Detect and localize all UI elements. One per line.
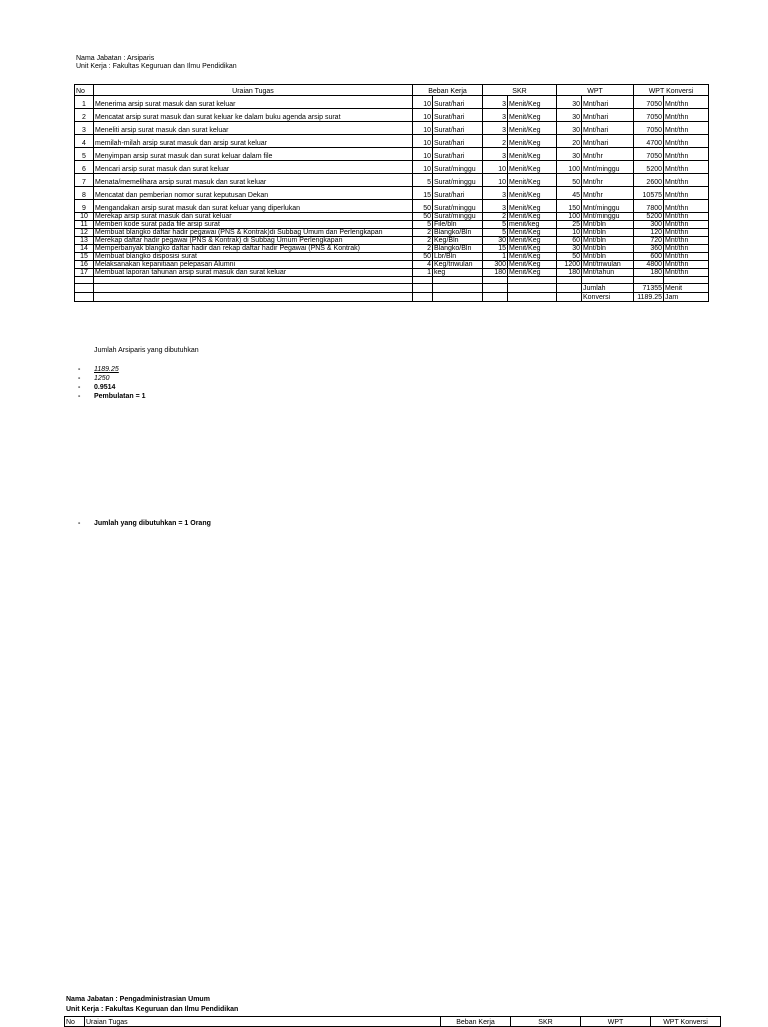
cell-no: 15 (75, 253, 94, 261)
cell-wpt-u: Mnt/hari (582, 122, 634, 135)
cell-beban-n: 1 (413, 269, 433, 277)
cell-konv-u: Mnt/thn (664, 269, 709, 277)
workload-table-2 (64, 1016, 721, 1027)
cell-uraian: Meneliti arsip surat masuk dan surat keluar (94, 122, 413, 135)
jumlah-label: Jumlah (582, 284, 634, 293)
cell-beban-u: Surat/hari (433, 109, 483, 122)
cell-skr-u: Menit/Keg (508, 122, 557, 135)
cell-beban-u: File/bln (433, 221, 483, 229)
cell-skr-u: Menit/Keg (508, 174, 557, 187)
cell-skr-u: menit/keg (508, 221, 557, 229)
cell-skr-n: 10 (483, 161, 508, 174)
cell-beban-n: 2 (413, 245, 433, 253)
cell-skr-n: 300 (483, 261, 508, 269)
cell-wpt-u: Mnt/hr (582, 148, 634, 161)
konversi-unit: Jam (664, 293, 709, 302)
cell-wpt-n: 30 (557, 109, 582, 122)
cell-konv-n: 360 (634, 245, 664, 253)
cell-skr-u: Menit/Keg (508, 161, 557, 174)
cell-konv-u: Mnt/thn (664, 109, 709, 122)
table-row (75, 109, 709, 122)
cell-beban-u: Surat/minggu (433, 213, 483, 221)
cell-skr-n: 3 (483, 96, 508, 109)
cell-skr-n: 5 (483, 229, 508, 237)
cell-uraian: Menyimpan arsip surat masuk dan surat keluar dalam file (94, 148, 413, 161)
cell-uraian: Mencari arsip surat masuk dan surat keluar (94, 161, 413, 174)
cell-wpt-n: 60 (557, 237, 582, 245)
cell-konv-u: Mnt/thn (664, 245, 709, 253)
cell-konv-n: 7800 (634, 200, 664, 213)
cell-konv-u: Mnt/thn (664, 213, 709, 221)
cell-konv-n: 7050 (634, 122, 664, 135)
table-header-row (75, 85, 709, 96)
cell-no: 12 (75, 229, 94, 237)
cell-wpt-u: Mnt/tahun (582, 269, 634, 277)
cell-beban-u: Keg/triwulan (433, 261, 483, 269)
cell-no: 13 (75, 237, 94, 245)
cell-konv-u: Mnt/thn (664, 237, 709, 245)
cell-skr-u: Menit/Keg (508, 229, 557, 237)
cell-konv-n: 720 (634, 237, 664, 245)
cell-skr-n: 3 (483, 109, 508, 122)
calc-ratio: - 0.9514 (78, 384, 116, 391)
cell-skr-n: 2 (483, 213, 508, 221)
cell-skr-n: 15 (483, 245, 508, 253)
calc-numerator: - 1189.25 (78, 366, 119, 373)
header-beban: Beban Kerja (413, 85, 483, 96)
cell-wpt-n: 100 (557, 161, 582, 174)
table-row (75, 187, 709, 200)
konversi-value: 1189.25 (634, 293, 664, 302)
cell-no: 6 (75, 161, 94, 174)
cell-no: 11 (75, 221, 94, 229)
cell-no: 9 (75, 200, 94, 213)
cell-skr-u: Menit/Keg (508, 96, 557, 109)
cell-konv-n: 10575 (634, 187, 664, 200)
cell-no: 16 (75, 261, 94, 269)
cell-skr-n: 3 (483, 187, 508, 200)
cell-beban-u: Surat/minggu (433, 200, 483, 213)
dash-icon: - (78, 375, 81, 382)
cell-skr-n: 1 (483, 253, 508, 261)
cell-beban-n: 10 (413, 122, 433, 135)
cell-skr-n: 180 (483, 269, 508, 277)
job-title: Nama Jabatan : Arsiparis (76, 55, 155, 62)
cell-no: 10 (75, 213, 94, 221)
table-row (75, 174, 709, 187)
cell-beban-n: 10 (413, 161, 433, 174)
table-row (75, 122, 709, 135)
cell-uraian: Mencatat arsip surat masuk dan surat keluar ke dalam buku agenda arsip surat (94, 109, 413, 122)
cell-wpt-u: Mnt/triwulan (582, 261, 634, 269)
cell-no: 5 (75, 148, 94, 161)
cell-skr-n: 3 (483, 200, 508, 213)
cell-beban-n: 50 (413, 200, 433, 213)
cell-konv-n: 5200 (634, 213, 664, 221)
table-row (75, 135, 709, 148)
cell-wpt-n: 30 (557, 96, 582, 109)
jumlah-value: 71355 (634, 284, 664, 293)
cell-wpt-n: 50 (557, 174, 582, 187)
cell-beban-n: 2 (413, 229, 433, 237)
cell-beban-n: 50 (413, 253, 433, 261)
cell-no: 8 (75, 187, 94, 200)
cell-wpt-u: Mnt/hr (582, 174, 634, 187)
cell-wpt-n: 150 (557, 200, 582, 213)
work-unit-2: Unit Kerja : Fakultas Keguruan dan Ilmu Pendidikan (66, 1006, 239, 1013)
job-title-2: Nama Jabatan : Pengadministrasian Umum (66, 996, 210, 1003)
conclusion-list (78, 519, 211, 528)
cell-konv-n: 600 (634, 253, 664, 261)
cell-wpt-n: 50 (557, 253, 582, 261)
cell-skr-n: 3 (483, 122, 508, 135)
konversi-label: Konversi (582, 293, 634, 302)
cell-wpt-u: Mnt/bln (582, 229, 634, 237)
cell-wpt-u: Mnt/minggu (582, 161, 634, 174)
cell-no: 4 (75, 135, 94, 148)
cell-konv-n: 180 (634, 269, 664, 277)
cell-konv-n: 7050 (634, 96, 664, 109)
cell-uraian: Melaksanakan kepanitiaan pelepasan Alumni (94, 261, 413, 269)
cell-konv-u: Mnt/thn (664, 221, 709, 229)
cell-skr-u: Menit/Keg (508, 269, 557, 277)
cell-beban-u: Surat/hari (433, 122, 483, 135)
header-uraian: Uraian Tugas (94, 85, 413, 96)
cell-wpt-u: Mnt/bln (582, 253, 634, 261)
empty-row (75, 277, 709, 284)
total-row-jumlah (75, 284, 709, 293)
cell-konv-u: Mnt/thn (664, 200, 709, 213)
cell-beban-n: 5 (413, 221, 433, 229)
table-row (75, 269, 709, 277)
workload-table (74, 84, 709, 302)
cell-beban-u: keg (433, 269, 483, 277)
cell-uraian: Memperbanyak blangko daftar hadir dan rekap daftar hadir Pegawai (PNS & Kontrak) (94, 245, 413, 253)
cell-konv-u: Mnt/thn (664, 96, 709, 109)
cell-beban-u: Lbr/Bln (433, 253, 483, 261)
needed-title: Jumlah Arsiparis yang dibutuhkan (94, 347, 199, 354)
cell-beban-n: 4 (413, 261, 433, 269)
cell-beban-n: 10 (413, 109, 433, 122)
cell-skr-u: Menit/Keg (508, 245, 557, 253)
table-row (75, 200, 709, 213)
cell-beban-u: Surat/hari (433, 96, 483, 109)
cell-konv-u: Mnt/thn (664, 187, 709, 200)
cell-wpt-u: Mnt/minggu (582, 213, 634, 221)
cell-beban-u: Blangko/Bln (433, 245, 483, 253)
cell-no: 2 (75, 109, 94, 122)
cell-konv-n: 120 (634, 229, 664, 237)
cell-wpt-n: 100 (557, 213, 582, 221)
cell-uraian: Merekap arsip surat masuk dan surat keluar (94, 213, 413, 221)
header-konversi-2: WPT Konversi (651, 1017, 721, 1027)
header-skr-2: SKR (511, 1017, 581, 1027)
cell-wpt-u: Mnt/hr (582, 187, 634, 200)
cell-wpt-n: 180 (557, 269, 582, 277)
cell-skr-u: Menit/Keg (508, 200, 557, 213)
cell-skr-u: Menit/Keg (508, 187, 557, 200)
cell-beban-u: Keg/Bln (433, 237, 483, 245)
table-row (75, 161, 709, 174)
cell-skr-u: Menit/Keg (508, 109, 557, 122)
cell-konv-u: Mnt/thn (664, 135, 709, 148)
cell-wpt-u: Mnt/bln (582, 237, 634, 245)
cell-no: 3 (75, 122, 94, 135)
cell-beban-n: 15 (413, 187, 433, 200)
table-header-row-2 (65, 1017, 721, 1027)
cell-wpt-u: Mnt/hari (582, 109, 634, 122)
cell-beban-u: Blangko/Bln (433, 229, 483, 237)
cell-wpt-n: 30 (557, 245, 582, 253)
cell-skr-n: 30 (483, 237, 508, 245)
header-konversi: WPT Konversi (634, 85, 709, 96)
cell-uraian: Membuat laporan tahunan arsip surat masuk dan surat keluar (94, 269, 413, 277)
cell-beban-u: Surat/hari (433, 135, 483, 148)
header-wpt-2: WPT (581, 1017, 651, 1027)
cell-skr-u: Menit/Keg (508, 261, 557, 269)
cell-skr-n: 3 (483, 148, 508, 161)
cell-konv-u: Mnt/thn (664, 261, 709, 269)
cell-wpt-u: Mnt/hari (582, 96, 634, 109)
cell-beban-n: 10 (413, 148, 433, 161)
cell-wpt-u: Mnt/hari (582, 135, 634, 148)
table-row (75, 245, 709, 253)
cell-skr-n: 5 (483, 221, 508, 229)
cell-wpt-u: Mnt/bln (582, 221, 634, 229)
cell-beban-n: 10 (413, 135, 433, 148)
cell-konv-u: Mnt/thn (664, 253, 709, 261)
cell-beban-n: 2 (413, 237, 433, 245)
cell-wpt-n: 10 (557, 229, 582, 237)
cell-beban-u: Surat/minggu (433, 161, 483, 174)
cell-konv-n: 7050 (634, 148, 664, 161)
table-row (75, 237, 709, 245)
cell-skr-u: Menit/Keg (508, 253, 557, 261)
table-row (75, 148, 709, 161)
cell-uraian: Menata/memelihara arsip surat masuk dan surat keluar (94, 174, 413, 187)
cell-konv-n: 7050 (634, 109, 664, 122)
cell-konv-u: Mnt/thn (664, 161, 709, 174)
cell-no: 17 (75, 269, 94, 277)
cell-skr-n: 10 (483, 174, 508, 187)
cell-beban-u: Surat/hari (433, 187, 483, 200)
cell-no: 1 (75, 96, 94, 109)
work-unit: Unit Kerja : Fakultas Keguruan dan Ilmu Pendidikan (76, 63, 237, 70)
header-uraian-2: Uraian Tugas (85, 1017, 441, 1027)
cell-beban-n: 5 (413, 174, 433, 187)
header-wpt: WPT (557, 85, 634, 96)
cell-konv-u: Mnt/thn (664, 148, 709, 161)
table-row (75, 261, 709, 269)
table-row (75, 221, 709, 229)
cell-uraian: Membuat blangko disposisi surat (94, 253, 413, 261)
cell-wpt-n: 45 (557, 187, 582, 200)
cell-wpt-u: Mnt/minggu (582, 200, 634, 213)
header-no-2: No (65, 1017, 85, 1027)
cell-skr-u: Menit/Keg (508, 148, 557, 161)
calc-denominator: - 1250 (78, 375, 110, 382)
table-row (75, 253, 709, 261)
cell-konv-n: 300 (634, 221, 664, 229)
cell-konv-u: Mnt/thn (664, 229, 709, 237)
cell-konv-n: 5200 (634, 161, 664, 174)
cell-uraian: Memberi kode surat pada file arsip surat (94, 221, 413, 229)
dash-icon: - (78, 384, 81, 391)
table-row (75, 229, 709, 237)
cell-wpt-n: 30 (557, 122, 582, 135)
cell-skr-u: Menit/Keg (508, 135, 557, 148)
cell-beban-n: 50 (413, 213, 433, 221)
cell-beban-u: Surat/minggu (433, 174, 483, 187)
jumlah-unit: Menit (664, 284, 709, 293)
cell-skr-u: Menit/Keg (508, 237, 557, 245)
total-row-konversi (75, 293, 709, 302)
calc-list (78, 365, 146, 401)
cell-no: 7 (75, 174, 94, 187)
cell-wpt-n: 30 (557, 148, 582, 161)
calc-rounding: - Pembulatan = 1 (78, 393, 146, 400)
cell-skr-n: 2 (483, 135, 508, 148)
cell-uraian: Mengandakan arsip surat masuk dan surat keluar yang diperlukan (94, 200, 413, 213)
cell-konv-n: 4700 (634, 135, 664, 148)
cell-wpt-u: Mnt/bln (582, 245, 634, 253)
dash-icon: - (78, 366, 81, 373)
cell-uraian: Membuat blangko daftar hadir pegawai (PNS & Kontrak)di Subbag Umum dan Perlengkapan (94, 229, 413, 237)
cell-uraian: Mencatat dan pemberian nomor surat keputusan Dekan (94, 187, 413, 200)
dash-icon: - (78, 520, 81, 527)
cell-wpt-n: 25 (557, 221, 582, 229)
cell-konv-n: 4800 (634, 261, 664, 269)
cell-beban-n: 10 (413, 96, 433, 109)
cell-uraian: Merekap daftar hadir pegawai (PNS & Kontrak) di Subbag Umum Perlengkapan (94, 237, 413, 245)
header-no: No (75, 85, 94, 96)
cell-beban-u: Surat/hari (433, 148, 483, 161)
cell-wpt-n: 20 (557, 135, 582, 148)
cell-uraian: memilah-milah arsip surat masuk dan arsip surat keluar (94, 135, 413, 148)
header-skr: SKR (483, 85, 557, 96)
cell-wpt-n: 1200 (557, 261, 582, 269)
dash-icon: - (78, 393, 81, 400)
conclusion: - Jumlah yang dibutuhkan = 1 Orang (78, 520, 211, 527)
table-row (75, 96, 709, 109)
cell-konv-u: Mnt/thn (664, 122, 709, 135)
table-row (75, 213, 709, 221)
cell-skr-u: Menit/Keg (508, 213, 557, 221)
cell-konv-n: 2600 (634, 174, 664, 187)
cell-uraian: Menerima arsip surat masuk dan surat keluar (94, 96, 413, 109)
header-beban-2: Beban Kerja (441, 1017, 511, 1027)
cell-no: 14 (75, 245, 94, 253)
cell-konv-u: Mnt/thn (664, 174, 709, 187)
